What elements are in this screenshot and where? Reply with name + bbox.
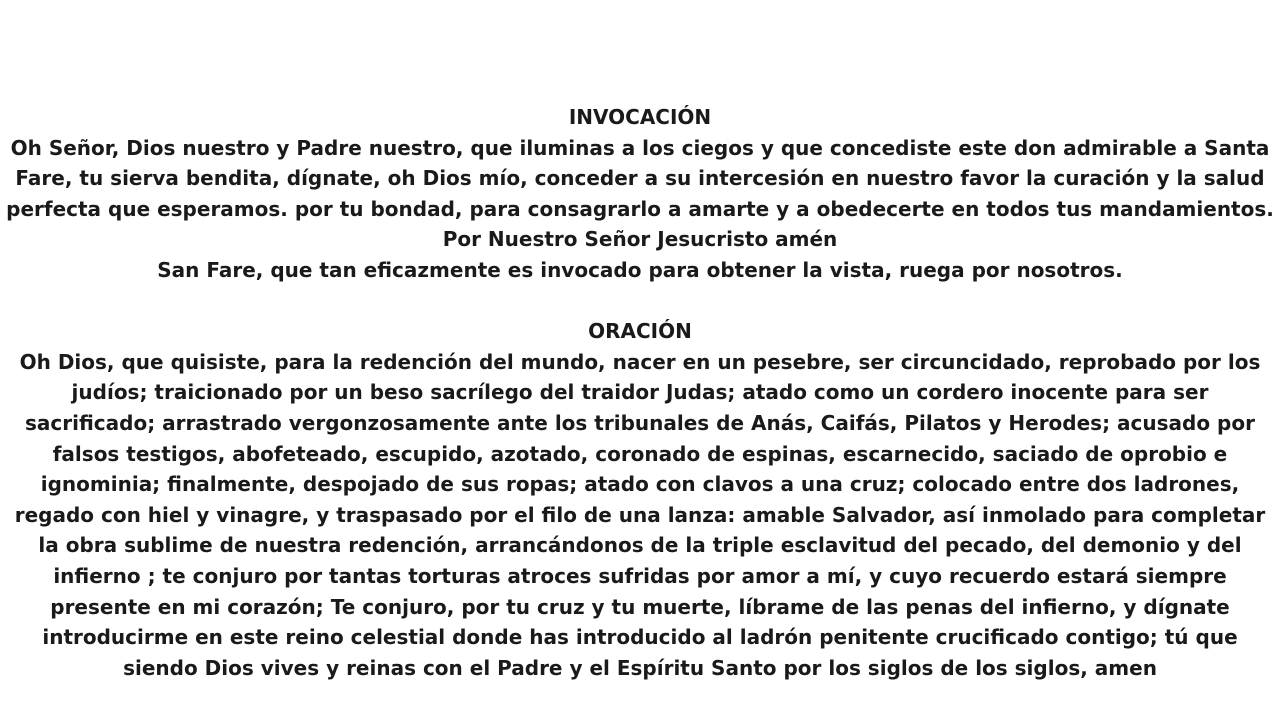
oracion-line: regado con hiel y vinagre, y traspasado por el filo de una lanza: amable Salvador, así inmolado para completar <box>14 502 1266 527</box>
invocacion-line: Por Nuestro Señor Jesucristo amén <box>442 227 838 252</box>
oracion-line: Oh Dios, que quisiste, para la redención del mundo, nacer en un pesebre, ser circuncidado, reprobado por los <box>19 349 1261 374</box>
invocacion-line: Oh Señor, Dios nuestro y Padre nuestro, que iluminas a los ciegos y que concediste este don admirable a Santa <box>10 135 1270 160</box>
invocacion-heading: INVOCACIÓN <box>568 105 712 129</box>
oracion-line: la obra sublime de nuestra redención, arrancándonos de la triple esclavitud del pecado, del demonio y del <box>38 533 1242 558</box>
invocacion-line: perfecta que esperamos. por tu bondad, para consagrarlo a amarte y a obedecerte en todos tus mandamientos. <box>6 196 1274 221</box>
oracion-line: infierno ; te conjuro por tantas torturas atroces sufridas por amor a mí, y cuyo recuerdo estará siempre <box>53 563 1227 588</box>
invocacion-section <box>0 102 1280 286</box>
invocacion-line: Fare, tu sierva bendita, dígnate, oh Dios mío, conceder a su intercesión en nuestro favor la curación y la salud <box>15 166 1265 191</box>
oracion-line: presente en mi corazón; Te conjuro, por tu cruz y tu muerte, líbrame de las penas del infierno, y dígnate <box>50 594 1230 619</box>
oracion-line: judíos; traicionado por un beso sacrílego del traidor Judas; atado como un cordero inocente para ser <box>71 380 1209 405</box>
section-spacer <box>0 286 1280 317</box>
oracion-line: sacrificado; arrastrado vergonzosamente ante los tribunales de Anás, Caifás, Pilatos y Herodes; acusado por <box>25 410 1255 435</box>
oracion-line: siendo Dios vives y reinas con el Padre y el Espíritu Santo por los siglos de los siglos, amen <box>123 655 1157 680</box>
oracion-line: introducirme en este reino celestial donde has introducido al ladrón penitente crucificado contigo; tú que <box>42 625 1238 650</box>
oracion-line: falsos testigos, abofeteado, escupido, azotado, coronado de espinas, escarnecido, saciado de oprobio e <box>52 441 1228 466</box>
prayer-document <box>0 102 1280 683</box>
oracion-section <box>0 316 1280 683</box>
oracion-heading: ORACIÓN <box>588 319 692 344</box>
invocacion-line: San Fare, que tan eficazmente es invocado para obtener la vista, ruega por nosotros. <box>157 257 1123 282</box>
oracion-line: ignominia; finalmente, despojado de sus ropas; atado con clavos a una cruz; colocado entre dos ladrones, <box>40 472 1240 497</box>
